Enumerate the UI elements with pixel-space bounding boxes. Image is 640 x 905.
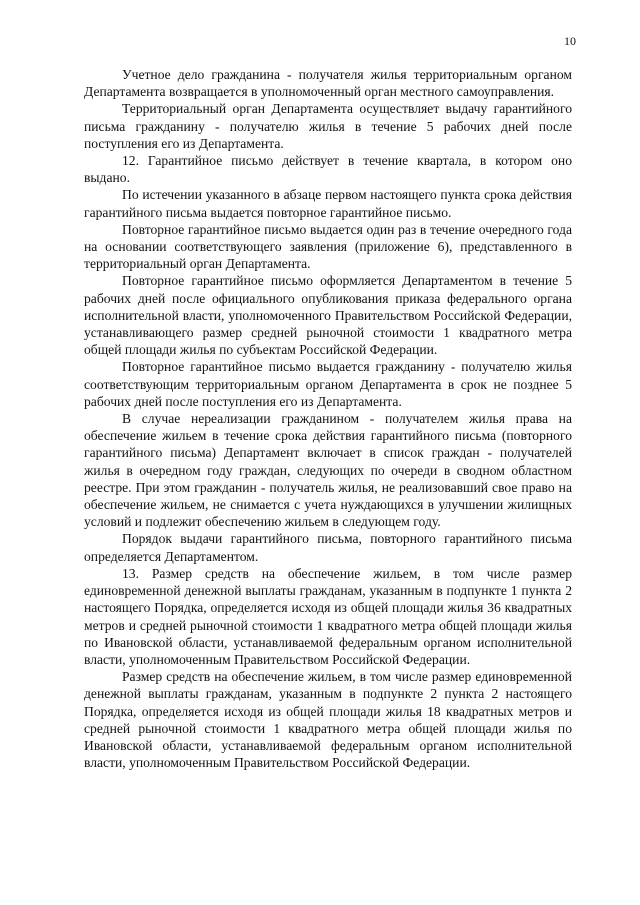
paragraph: Повторное гарантийное письмо оформляется Департаментом в течение 5 рабочих дней после официального опубликования приказа федерального органа исполнительной власти, уполномоченного Правительством Российской Федерации, устанавливающего размер средней рыночной стоимости 1 квадратного метра общей площади жилья по субъектам Российской Федерации. (84, 273, 572, 358)
paragraph: По истечении указанного в абзаце первом настоящего пункта срока действия гарантийного письма выдается повторное гарантийное письмо. (84, 187, 572, 220)
paragraph: Размер средств на обеспечение жильем, в том числе размер единовременной денежной выплаты гражданам, указанным в подпункте 2 пункта 2 настоящего Порядка, определяется исходя из общей площади жилья 18 квадратных метров и средней рыночной стоимости 1 квадратного метра общей площади жилья по Ивановской области, устанавливаемой федеральным органом исполнительной власти, уполномоченным Правительством Российской Федерации. (84, 669, 572, 771)
paragraph: Повторное гарантийное письмо выдается гражданину - получателю жилья соответствующим территориальным органом Департамента в срок не позднее 5 рабочих дней после поступления его из Департамента. (84, 359, 572, 409)
paragraph: В случае нереализации гражданином - получателем жилья права на обеспечение жильем в течение срока действия гарантийного письма (повторного гарантийного письма) Департамент включает в список граждан - получателей жилья в очередном году граждан, следующих по очереди в сводном областном реестре. При этом гражданин - получатель жилья, не реализовавший свое право на обеспечение жильем, не снимается с учета нуждающихся в улучшении жилищных условий и подлежит обеспечению жильем в следующем году. (84, 411, 572, 530)
paragraph: Порядок выдачи гарантийного письма, повторного гарантийного письма определяется Департаментом. (84, 531, 572, 564)
paragraph: 13. Размер средств на обеспечение жильем, в том числе размер единовременной денежной выплаты гражданам, указанным в подпункте 1 пункта 2 настоящего Порядка, определяется исходя из общей площади жилья 36 квадратных метров и средней рыночной стоимости 1 квадратного метра общей площади жилья по Ивановской области, устанавливаемой федеральным органом исполнительной власти, уполномоченным Правительством Российской Федерации. (84, 565, 572, 667)
paragraph: Учетное дело гражданина - получателя жилья территориальным органом Департамента возвращается в уполномоченный орган местного самоуправления. (84, 67, 572, 100)
paragraph: 12. Гарантийное письмо действует в течение квартала, в котором оно выдано. (84, 153, 572, 186)
page-number: 10 (564, 34, 576, 48)
paragraph: Территориальный орган Департамента осуществляет выдачу гарантийного письма гражданину - получателю жилья в течение 5 рабочих дней после поступления его из Департамента. (84, 101, 572, 151)
paragraph: Повторное гарантийное письмо выдается один раз в течение очередного года на основании соответствующего заявления (приложение 6), представленного в территориальный орган Департамента. (84, 221, 572, 272)
document-body (84, 66, 572, 771)
